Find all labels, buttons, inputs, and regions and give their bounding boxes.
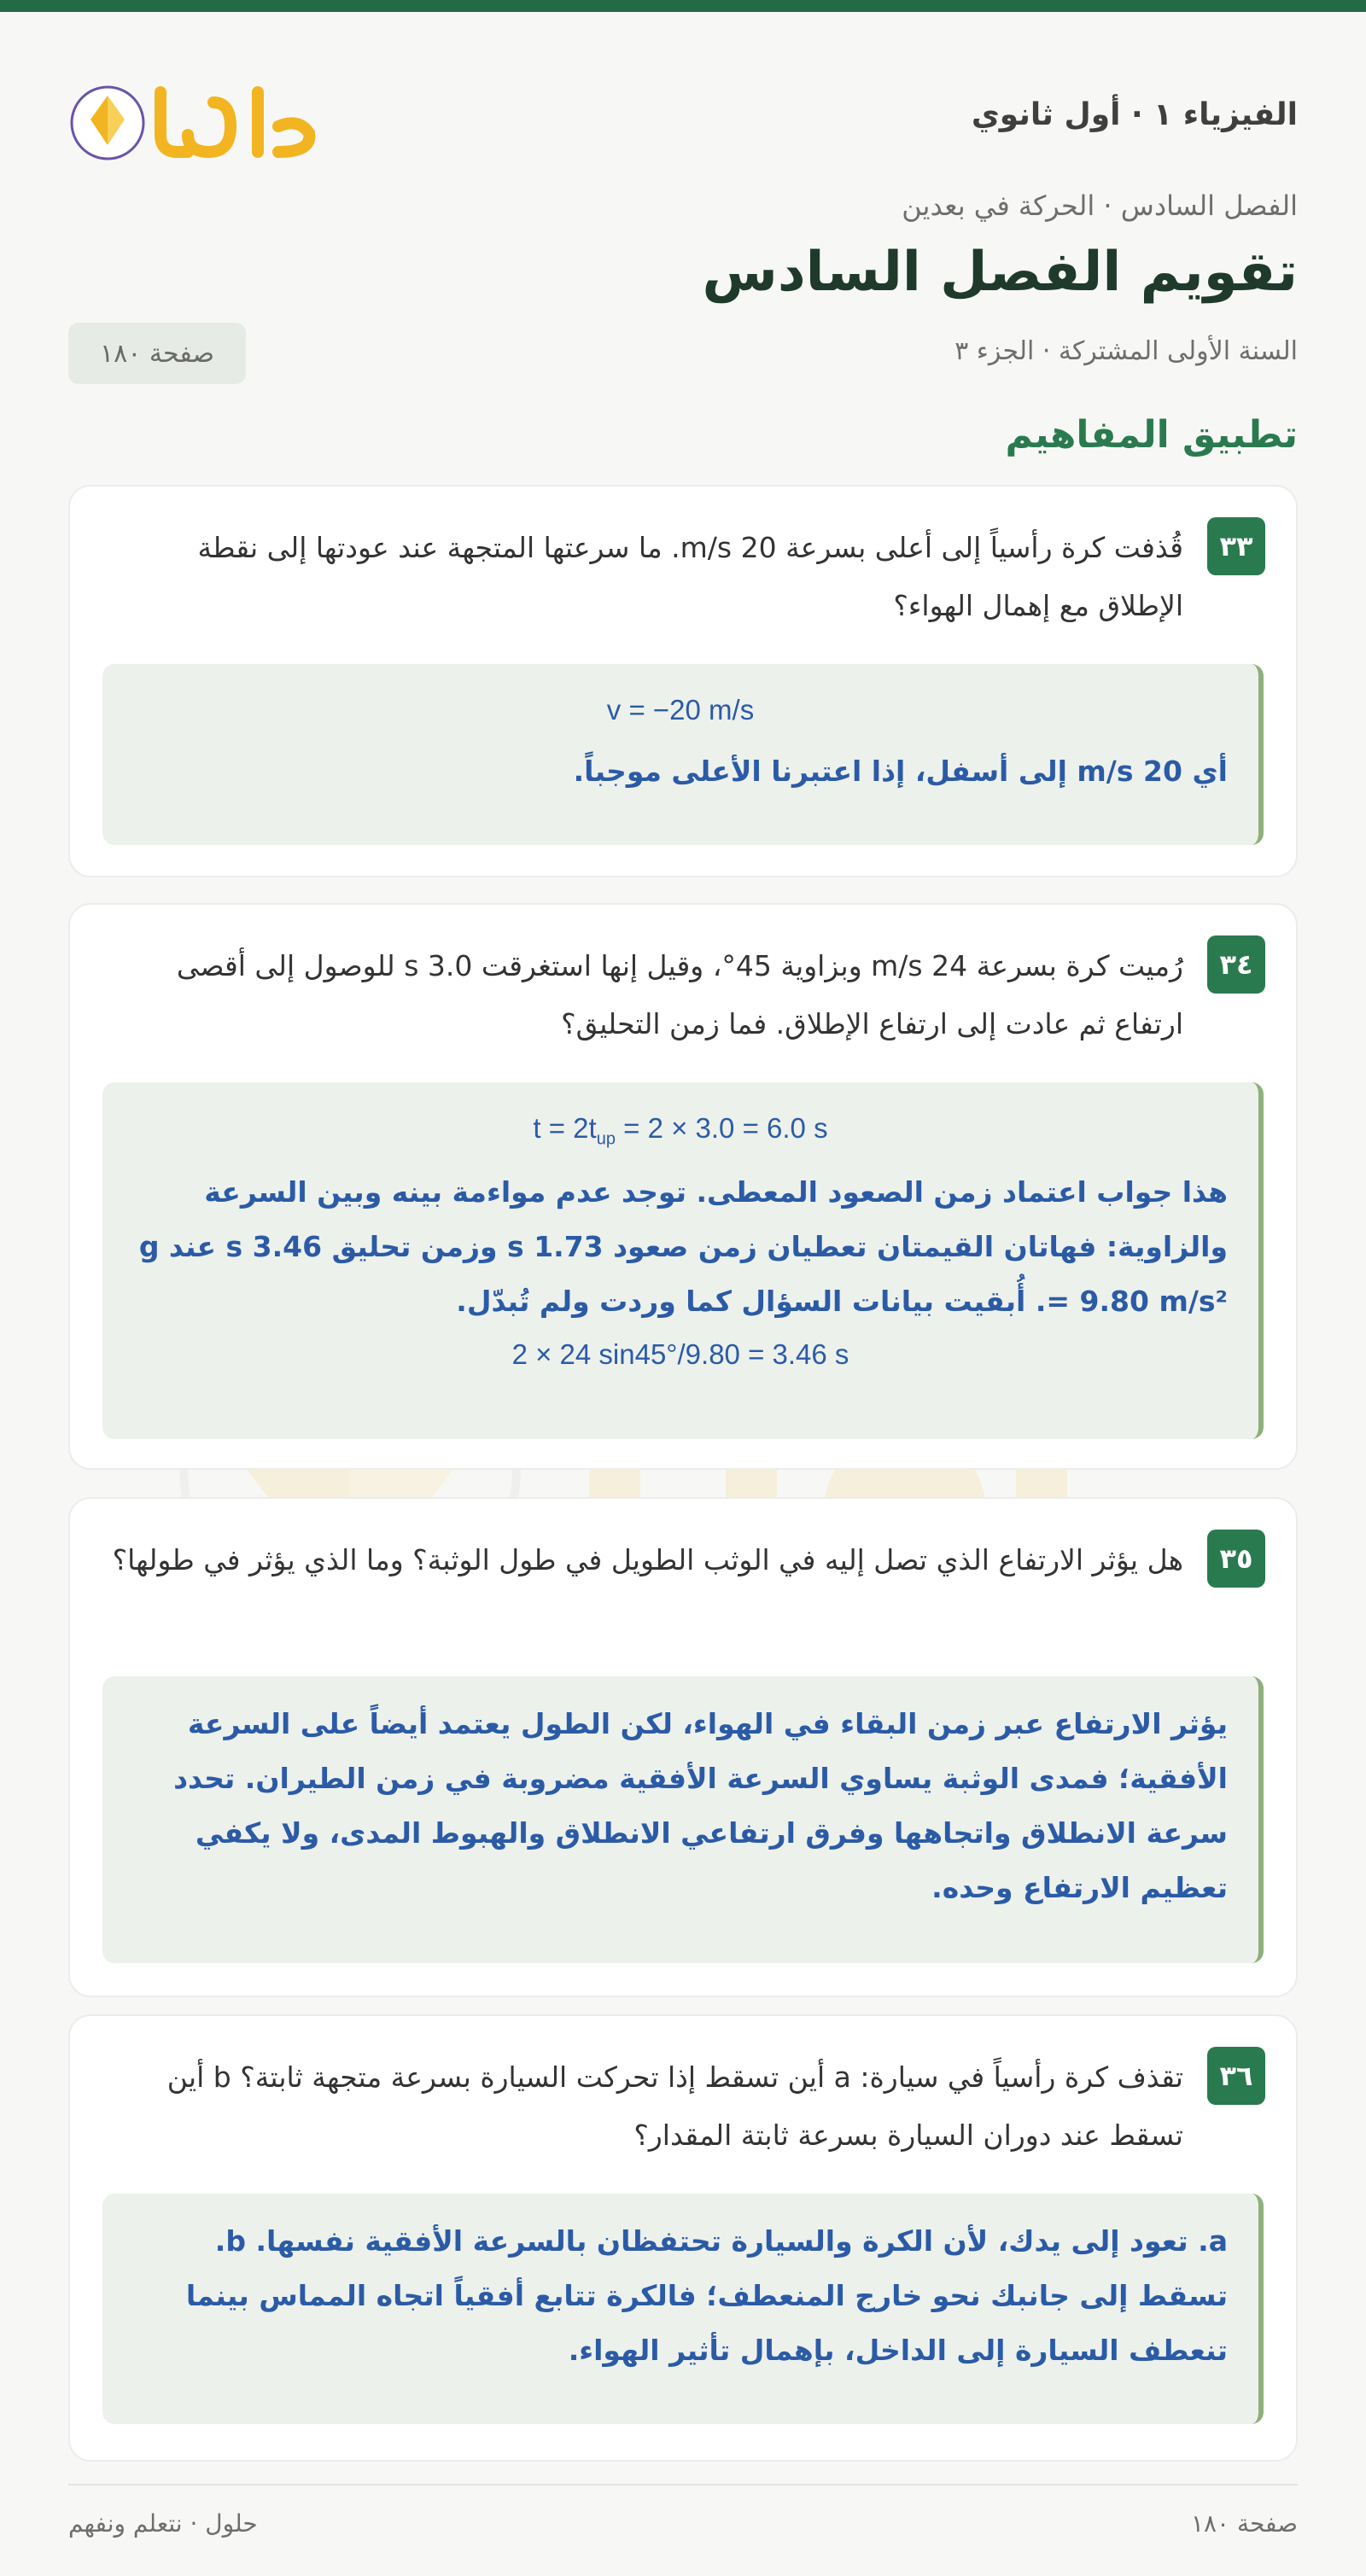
- answer-box: [102, 1082, 1264, 1439]
- answer-equation: v = −20 m/s: [606, 694, 755, 726]
- halool-logo[interactable]: [68, 67, 316, 169]
- footer-page-number: صفحة ١٨٠: [1190, 2509, 1298, 2538]
- answer-equation: [133, 1103, 1228, 1165]
- answer-box: [102, 2194, 1264, 2424]
- section-title: تطبيق المفاهيم: [1005, 413, 1298, 457]
- answer-text: يؤثر الارتفاع عبر زمن البقاء في الهواء، لكن الطول يعتمد أيضاً على السرعة الأفقية؛ فمدى الوثبة يساوي السرعة الأفقية مضروبة في زمن الطيران. تحدد سرعة الانطلاق واتجاهها وفرق ارتفاعي الانطلاق والهبوط المدى، ولا يكفي تعظيم الارتفاع وحده.: [173, 1707, 1228, 1904]
- answer-text: a. تعود إلى يدك، لأن الكرة والسيارة تحتفظان بالسرعة الأفقية نفسها. b. تسقط إلى جانبك نحو خارج المنعطف؛ فالكرة تتابع أفقياً اتجاه المماس بينما تنعطف السيارة إلى الداخل، بإهمال تأثير الهواء.: [185, 2224, 1228, 2367]
- top-accent-bar: [0, 0, 1366, 12]
- answer-text: أي 20 m/s إلى أسفل، إذا اعتبرنا الأعلى موجباً.: [573, 755, 1228, 788]
- book-meta: السنة الأولى المشتركة · الجزء ٣: [954, 336, 1298, 366]
- page-title: تقويم الفصل السادس: [702, 241, 1298, 304]
- footer-brand: حلول · نتعلم ونفهم: [68, 2509, 258, 2538]
- question-text: قُذفت كرة رأسياً إلى أعلى بسرعة 20 m/s. ما سرعتها المتجهة عند عودتها إلى نقطة الإطلاق مع إهمال الهواء؟: [197, 531, 1183, 622]
- subject-label: الفيزياء ١ · أول ثانوي: [971, 97, 1298, 132]
- answer-text: هذا جواب اعتماد زمن الصعود المعطى. توجد عدم مواءمة بينه وبين السرعة والزاوية: فهاتان القيمتان تعطيان زمن صعود 1.73 s وزمن تحليق 3.46 s عند g = 9.80 m/s². أُبقيت بيانات السؤال كما وردت ولم تُبدّل.: [138, 1174, 1228, 1318]
- answer-box: [102, 664, 1264, 845]
- question-card: [68, 1497, 1298, 1997]
- question-card: [68, 485, 1298, 877]
- page: [0, 12, 1366, 2576]
- question-text: هل يؤثر الارتفاع الذي تصل إليه في الوثب الطويل في طول الوثبة؟ وما الذي يؤثر في طولها؟: [112, 1543, 1183, 1576]
- answer-box: [102, 1676, 1264, 1963]
- answer-equation-check: 2 × 24 sin45°/9.80 = 3.46 s: [511, 1338, 849, 1370]
- equation-main: t = 2t: [533, 1112, 597, 1144]
- header: [68, 67, 1298, 169]
- question-card: [68, 2014, 1298, 2462]
- question-number: ٣٦: [1207, 2047, 1265, 2105]
- footer-divider: [68, 2484, 1298, 2486]
- breadcrumb: الفصل السادس · الحركة في بعدين: [902, 189, 1298, 222]
- question-number: ٣٣: [1207, 517, 1265, 575]
- question-card: [68, 903, 1298, 1470]
- equation-subscript: up: [596, 1129, 616, 1149]
- question-text: تقذف كرة رأسياً في سيارة: a أين تسقط إذا تحركت السيارة بسرعة متجهة ثابتة؟ b أين تسقط عند دوران السيارة بسرعة ثابتة المقدار؟: [166, 2060, 1183, 2152]
- question-number: ٣٤: [1207, 935, 1265, 994]
- page-number-badge: صفحة ١٨٠: [68, 323, 246, 384]
- question-text: رُميت كرة بسرعة 24 m/s وبزاوية 45°، وقيل إنها استغرقت 3.0 s للوصول إلى أقصى ارتفاع ثم عادت إلى ارتفاع الإطلاق. فما زمن التحليق؟: [176, 949, 1183, 1040]
- question-number: ٣٥: [1207, 1530, 1265, 1588]
- equation-rest: = 2 × 3.0 = 6.0 s: [615, 1112, 828, 1144]
